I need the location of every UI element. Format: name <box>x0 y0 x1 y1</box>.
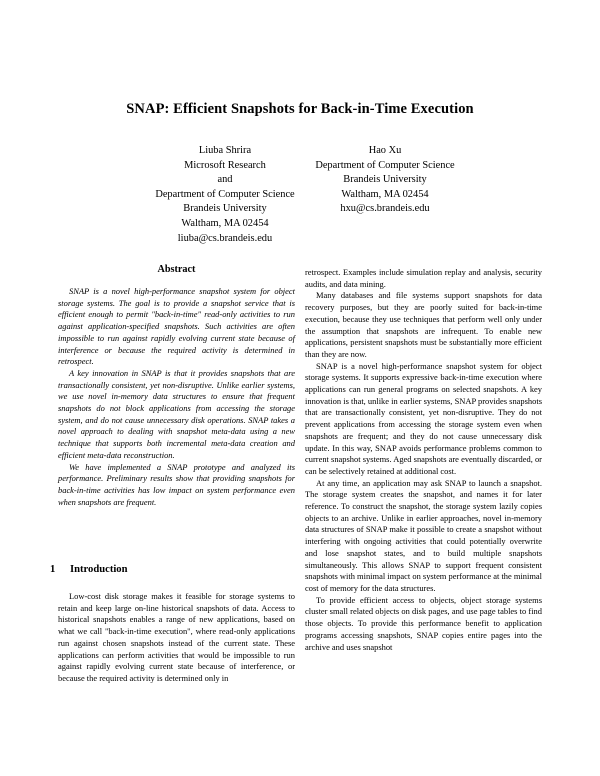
paper-title: SNAP: Efficient Snapshots for Back-in-Time Execution <box>126 101 474 117</box>
body-paragraph: At any time, an application may ask SNAP to launch a snapshot. The storage system creates the snapshot, and names it for later reference. To construct the snapshot, the storage system lazily copies objects to an archive. Unlike in earlier approaches, novel in-memory data structures of SNAP make it possible to create a snapshot without interfering with ongoing activities that could potentially overwrite and lose snapshot states, and to build multiple snapshots simultaneously. This allows SNAP to support frequent consistent snapshots with minimal impact on system performance at the minimal cost of memory for the data structures. <box>305 477 542 593</box>
author-1-university: Brandeis University <box>183 203 267 215</box>
author-2-university: Brandeis University <box>343 174 427 186</box>
body-paragraph: To provide efficient access to objects, object storage systems cluster small related objects on disk pages, and use page tables to find those objects. To provide this performance benefit to application programs accessing snapshots, SNAP copies entire pages into the archive and uses snapshot <box>305 594 542 652</box>
section-heading-introduction <box>50 564 128 575</box>
abstract-body <box>58 286 295 508</box>
body-paragraph: Many databases and file systems support snapshots for data recovery purposes, but they are poorly suited for back-in-time execution, because they use techniques that perform well only under the assumption that snapshots are infrequent. To enable new applications, persistent snapshots must be substantially more efficient than they are now. <box>305 290 542 359</box>
right-column <box>305 267 542 653</box>
author-1-name: Liuba Shrira <box>198 145 252 156</box>
author-2-location: Waltham, MA 02454 <box>341 188 429 200</box>
body-paragraph: SNAP is a novel high-performance snapshot system for object storage systems. It supports expressive back-in-time execution where applications can run general programs on selected snapshots. A key innovation is that, unlike in earlier systems, SNAP provides snapshots that are transactionally consistent, yet non-disruptive. They do not prevent applications from accessing the storage system even when snapshots are frequent; and they do not cause unnecessary disk update. In this way, SNAP avoids performance problems common to current snapshot systems. Aged snapshots are eventually discarded, or can be selectively retained at additional cost. <box>305 360 542 476</box>
author-1-conjunction: and <box>217 174 233 186</box>
abstract-paragraph: SNAP is a novel high-performance snapshot system for object storage systems. The goal is to provide a snapshot service that is efficient enough to permit "back-in-time" read-only activities to run against application-specified snapshots. Such activities are often impossible to run against rapidly evolving current state because of interference or because the required activity is determined in retrospect. <box>58 286 295 367</box>
introduction-left-column <box>58 591 295 685</box>
author-2-name: Hao Xu <box>368 145 402 156</box>
author-2-email: hxu@cs.brandeis.edu <box>340 203 430 215</box>
abstract-paragraph: A key innovation in SNAP is that it provides snapshots that are transactionally consistent, yet non-disruptive. Unlike earlier systems, we use novel in-memory data structures to ensure that frequent snapshots do not block applications from accessing the storage system, and do not cause unnecessary disk operations. SNAP takes a novel approach to dealing with snapshot meta-data using a new technique that supports both incremental meta-data creation and efficient meta-data reconstruction. <box>58 367 295 460</box>
section-title: Introduction <box>70 564 128 575</box>
author-1-affiliation: Microsoft Research <box>184 159 266 171</box>
author-1-email: liuba@cs.brandeis.edu <box>177 232 273 244</box>
abstract-heading: Abstract <box>157 264 196 275</box>
author-1-department: Department of Computer Science <box>155 188 295 200</box>
author-block-2 <box>300 144 470 217</box>
author-2-department: Department of Computer Science <box>315 159 455 171</box>
author-1-location: Waltham, MA 02454 <box>181 217 269 229</box>
body-paragraph: Low-cost disk storage makes it feasible for storage systems to retain and keep large on-line historical snapshots of data. Access to historical snapshots enables a range of new applications, based on what we call "back-in-time execution", where read-only applications run against chosen snapshots instead of the current state. These applications can perform activities that would be impossible to run against rapidly evolving current state because of interference, or because the required activity is determined only in <box>58 591 295 683</box>
abstract-paragraph: We have implemented a SNAP prototype and analyzed its performance. Preliminary results show that providing snapshots for back-in-time activities has low impact on system performance even when snapshots are frequent. <box>58 461 295 507</box>
section-number: 1 <box>50 564 56 575</box>
body-paragraph: retrospect. Examples include simulation replay and analysis, security audits, and data mining. <box>305 267 542 289</box>
author-block-1 <box>130 144 320 246</box>
